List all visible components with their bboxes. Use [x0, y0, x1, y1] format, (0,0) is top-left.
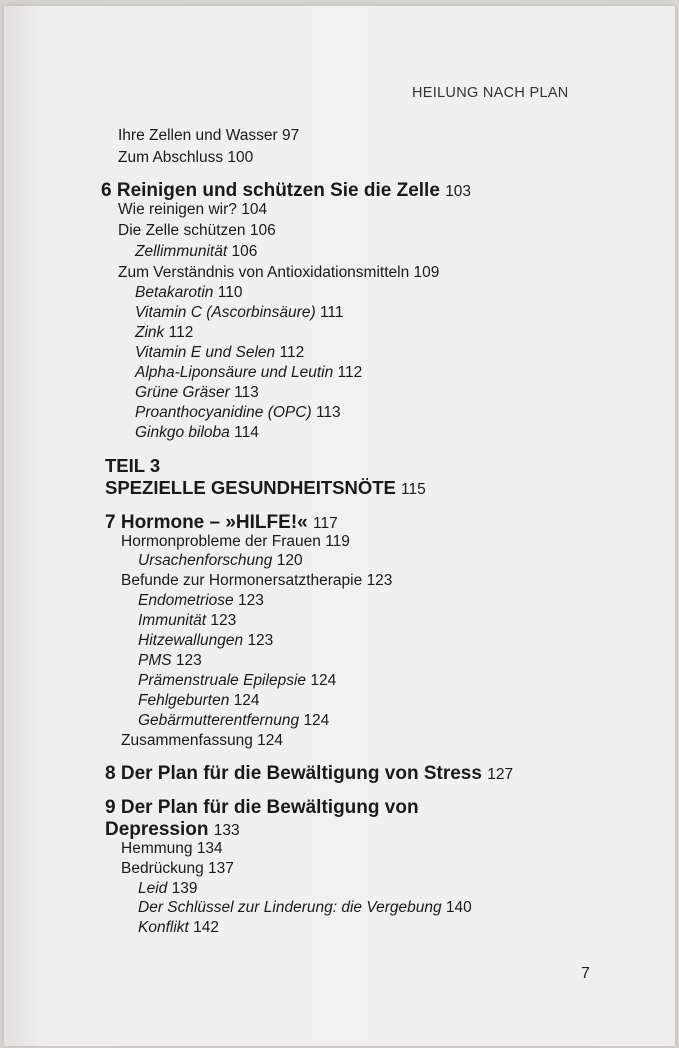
toc-entry: Zusammenfassung 124 — [121, 732, 283, 749]
chapter-heading-continued: Depression 133 — [105, 819, 240, 840]
toc-subentry: Immunität 123 — [138, 612, 237, 629]
toc-subentry: Leid 139 — [138, 880, 198, 897]
toc-subentry: Gebärmutterentfernung 124 — [138, 712, 330, 729]
toc-entry: Zum Abschluss 100 — [118, 149, 254, 166]
toc-entry: Hemmung 134 — [121, 840, 223, 857]
toc-subentry: Alpha-Liponsäure und Leutin 112 — [135, 364, 363, 381]
part-title: SPEZIELLE GESUNDHEITSNÖTE 115 — [105, 477, 426, 498]
toc-entry: Bedrückung 137 — [121, 860, 234, 877]
toc-subentry: Prämenstruale Epilepsie 124 — [138, 672, 337, 689]
toc-subentry: Ursachenforschung 120 — [138, 552, 303, 569]
toc-entry: Zum Verständnis von Antioxidationsmitteln 109 — [118, 264, 440, 281]
book-page — [4, 6, 675, 1046]
toc-entry: Befunde zur Hormonersatztherapie 123 — [121, 572, 393, 589]
chapter-heading: 7 Hormone – »HILFE!« 117 — [105, 512, 338, 533]
toc-subentry: Grüne Gräser 113 — [135, 384, 259, 401]
toc-entry: Ihre Zellen und Wasser 97 — [118, 127, 300, 144]
toc-entry: Die Zelle schützen 106 — [118, 222, 276, 239]
toc-subentry: Zink 112 — [135, 324, 194, 341]
part-label: TEIL 3 — [105, 455, 161, 476]
toc-subentry: Hitzewallungen 123 — [138, 632, 274, 649]
chapter-heading: 9 Der Plan für die Bewältigung von — [105, 797, 419, 818]
toc-subentry: Der Schlüssel zur Linderung: die Vergebung 140 — [138, 899, 472, 916]
toc-entry: Wie reinigen wir? 104 — [118, 201, 268, 218]
toc-subentry: Ginkgo biloba 114 — [135, 424, 259, 441]
toc-subentry: PMS 123 — [138, 652, 202, 669]
page-number: 7 — [581, 965, 590, 982]
running-head: HEILUNG NACH PLAN — [412, 85, 569, 101]
toc-subentry: Konflikt 142 — [138, 919, 220, 936]
chapter-heading: 8 Der Plan für die Bewältigung von Stress 127 — [105, 763, 514, 784]
toc-entry: Hormonprobleme der Frauen 119 — [121, 533, 350, 550]
toc-subentry: Zellimmunität 106 — [135, 243, 258, 260]
toc-subentry: Fehlgeburten 124 — [138, 692, 260, 709]
toc-subentry: Vitamin C (Ascorbinsäure) 111 — [135, 304, 344, 321]
toc-subentry: Vitamin E und Selen 112 — [135, 344, 305, 361]
toc-subentry: Proanthocyanidine (OPC) 113 — [135, 404, 341, 421]
chapter-heading: 6 Reinigen und schützen Sie die Zelle 103 — [101, 180, 472, 201]
toc-subentry: Endometriose 123 — [138, 592, 264, 609]
toc-subentry: Betakarotin 110 — [135, 284, 243, 301]
